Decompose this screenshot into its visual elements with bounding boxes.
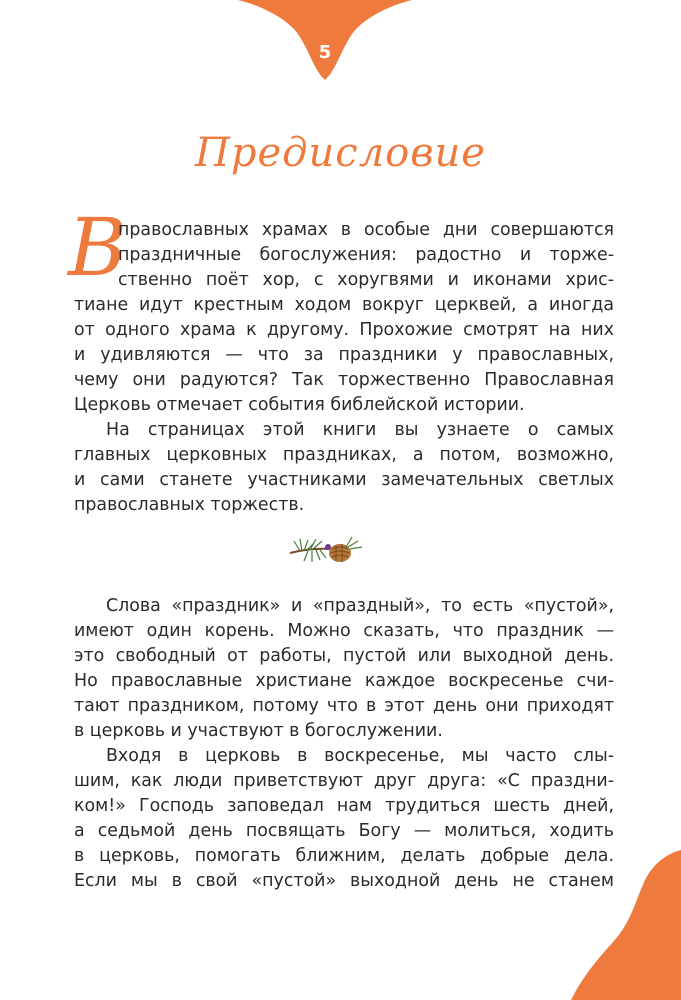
text-line: Церковь отмечает события библейской истории. xyxy=(74,395,525,415)
text-line: и удивляются — что за праздники у православных, xyxy=(74,345,614,365)
text-line: в церковь, помогать ближним, делать добрые дела. xyxy=(74,846,614,866)
text-line: имеют один корень. Можно сказать, что праздник — xyxy=(74,621,614,641)
text-line: от одного храма к другому. Прохожие смотрят на них xyxy=(74,320,614,340)
text-line: тиане идут крестным ходом вокруг церквей, а иногда xyxy=(74,295,614,315)
text-line: и сами станете участниками замечательных светлых xyxy=(74,470,614,490)
drop-cap: В xyxy=(68,201,127,294)
text-line: праздничные богослужения: радостно и торже- xyxy=(118,245,614,265)
page-number: 5 xyxy=(318,42,332,63)
text-line: а седьмой день посвящать Богу — молиться, ходить xyxy=(74,821,614,841)
text-line: главных церковных праздниках, а потом, возможно, xyxy=(74,445,614,465)
text-line: это свободный от работы, пустой или выходной день. xyxy=(74,646,614,666)
text-line: тают праздником, потому что в этот день они приходят xyxy=(74,696,614,716)
text-line: православных храмах в особые дни совершаются xyxy=(118,220,614,240)
text-line: Если мы в свой «пустой» выходной день не станем xyxy=(74,871,614,891)
intro-paragraphs xyxy=(74,218,614,518)
text-line: ком!» Господь заповедал нам трудиться шесть дней, xyxy=(74,796,614,816)
pine-branch-cone-icon xyxy=(286,531,366,571)
text-line: шим, как люди приветствуют друг друга: «С праздни- xyxy=(74,771,614,791)
text-line: На страницах этой книги вы узнаете о самых xyxy=(106,420,614,440)
text-line: ственно поёт хор, с хоругвями и иконами хрис- xyxy=(118,270,614,290)
text-line: в церковь и участвуют в богослужении. xyxy=(74,721,443,741)
main-paragraphs xyxy=(74,594,614,894)
text-line: Слова «праздник» и «праздный», то есть «пустой», xyxy=(106,596,614,616)
text-line: православных торжеств. xyxy=(74,495,305,515)
text-line: Входя в церковь в воскресенье, мы часто слы- xyxy=(106,746,614,766)
page-title: Предисловие xyxy=(195,130,486,176)
text-line: чему они радуются? Так торжественно Православная xyxy=(74,370,614,390)
text-line: Но православные христиане каждое воскресенье счи- xyxy=(74,671,614,691)
